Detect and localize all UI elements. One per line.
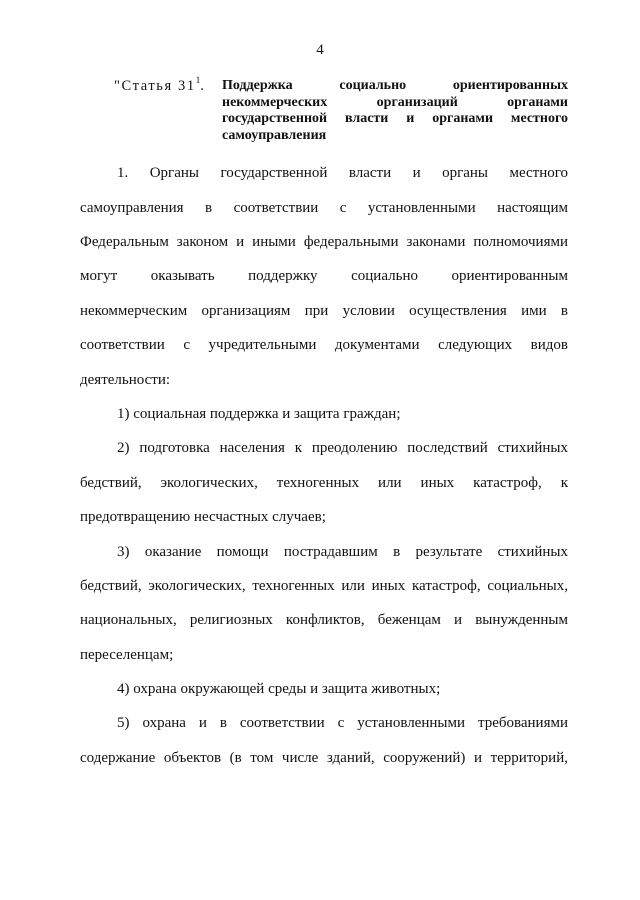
article-title-line: государственной власти и органами местного	[222, 111, 568, 126]
body-line: 2) подготовка населения к преодолению последствий стихийных	[117, 440, 568, 456]
page-number: 4	[316, 42, 324, 58]
article-label-text: "Статья 31	[114, 78, 196, 94]
article-label	[114, 75, 206, 95]
article-title-line: самоуправления	[222, 127, 327, 143]
body-line: некоммерческим организациям при условии осуществления ими в	[80, 303, 568, 319]
body-line: соответствии с учредительными документами следующих видов	[80, 337, 568, 353]
article-title-line: некоммерческих организаций органами	[222, 94, 568, 110]
body-line: предотвращению несчастных случаев;	[80, 509, 326, 525]
article-title-line: Поддержка социально ориентированных	[222, 78, 568, 93]
article-title	[222, 78, 568, 144]
body-line: бедствий, экологических, техногенных или иных катастроф, к	[80, 475, 568, 491]
body-line: переселенцам;	[80, 647, 174, 663]
article-label-suffix: .	[200, 78, 206, 94]
body-line: 1. Органы государственной власти и органы местного	[117, 165, 568, 181]
article-superscript: 1	[195, 75, 201, 85]
body-line: Федеральным законом и иными федеральными законами полномочиями	[80, 234, 568, 250]
body-line: самоуправления в соответствии с установленными настоящим	[80, 200, 568, 216]
body-line: 3) оказание помощи пострадавшим в результате стихийных	[117, 544, 568, 560]
body-line: 1) социальная поддержка и защита граждан;	[117, 406, 401, 422]
body-line: деятельности:	[80, 372, 171, 388]
body-line: содержание объектов (в том числе зданий, сооружений) и территорий,	[80, 750, 568, 766]
body-line: 5) охрана и в соответствии с установленными требованиями	[117, 715, 568, 731]
body-line: национальных, религиозных конфликтов, беженцам и вынужденным	[80, 612, 568, 628]
body-line: бедствий, экологических, техногенных или иных катастроф, социальных,	[80, 578, 568, 594]
body-line: 4) охрана окружающей среды и защита животных;	[117, 681, 441, 697]
body-line: могут оказывать поддержку социально ориентированным	[80, 268, 568, 284]
